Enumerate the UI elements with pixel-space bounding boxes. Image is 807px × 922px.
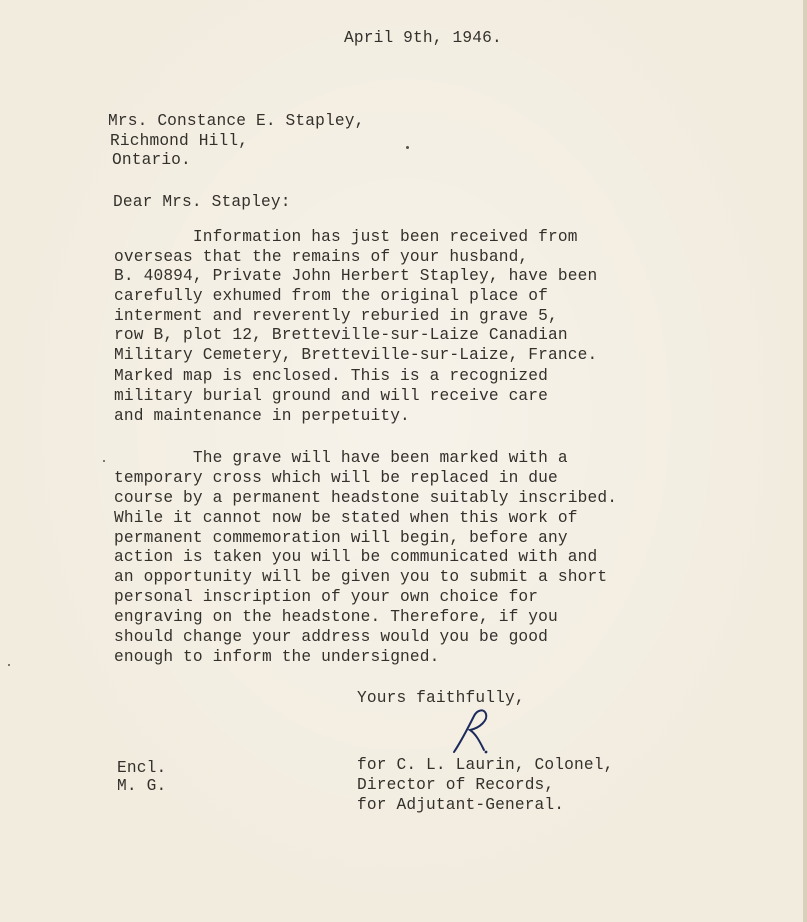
paragraph-2-line: should change your address would you be good [114, 628, 549, 646]
paper-edge [803, 0, 807, 922]
paragraph-1-line: Information has just been received from [114, 228, 578, 246]
address-line-city: Richmond Hill, [110, 132, 249, 150]
paragraph-1-line: military burial ground and will receive care [114, 387, 549, 405]
paragraph-2-line: action is taken you will be communicated with and [114, 548, 598, 566]
signature-line: Director of Records, [357, 776, 555, 794]
paragraph-1-line: carefully exhumed from the original place of [114, 287, 549, 305]
signature-line: for Adjutant-General. [357, 796, 565, 814]
paragraph-1-line: B. 40894, Private John Herbert Stapley, have been [114, 267, 598, 285]
paragraph-2-line: engraving on the headstone. Therefore, if you [114, 608, 558, 626]
salutation: Dear Mrs. Stapley: [113, 193, 291, 211]
paragraph-2-line: temporary cross which will be replaced in due [114, 469, 558, 487]
closing: Yours faithfully, [357, 689, 525, 707]
paragraph-1-line: Marked map is enclosed. This is a recognized [114, 367, 549, 385]
enclosure-item: M. G. [117, 777, 167, 795]
paragraph-1-line: interment and reverently reburied in grave 5, [114, 307, 558, 325]
paragraph-2-line: permanent commemoration will begin, before any [114, 529, 568, 547]
letter-date: April 9th, 1946. [344, 29, 502, 47]
paragraph-2-line: an opportunity will be given you to submit a short [114, 568, 608, 586]
paper-speck [406, 146, 409, 149]
paragraph-2-line: personal inscription of your own choice for [114, 588, 539, 606]
handwritten-initial [444, 700, 494, 760]
paragraph-1-line: overseas that the remains of your husband, [114, 248, 529, 266]
paragraph-1-line: Military Cemetery, Bretteville-sur-Laize, France. [114, 346, 598, 364]
paragraph-2-line: enough to inform the undersigned. [114, 648, 440, 666]
paragraph-1-line: row B, plot 12, Bretteville-sur-Laize Canadian [114, 326, 568, 344]
address-line-name: Mrs. Constance E. Stapley, [108, 112, 365, 130]
signature-line: for C. L. Laurin, Colonel, [357, 756, 614, 774]
paper-speck [103, 460, 105, 462]
paper-speck [8, 664, 10, 666]
paragraph-2-line: course by a permanent headstone suitably inscribed. [114, 489, 618, 507]
address-line-province: Ontario. [112, 151, 191, 169]
paragraph-2-line: While it cannot now be stated when this work of [114, 509, 578, 527]
paragraph-1-line: and maintenance in perpetuity. [114, 407, 410, 425]
enclosure-label: Encl. [117, 759, 167, 777]
paragraph-2-line: The grave will have been marked with a [114, 449, 568, 467]
